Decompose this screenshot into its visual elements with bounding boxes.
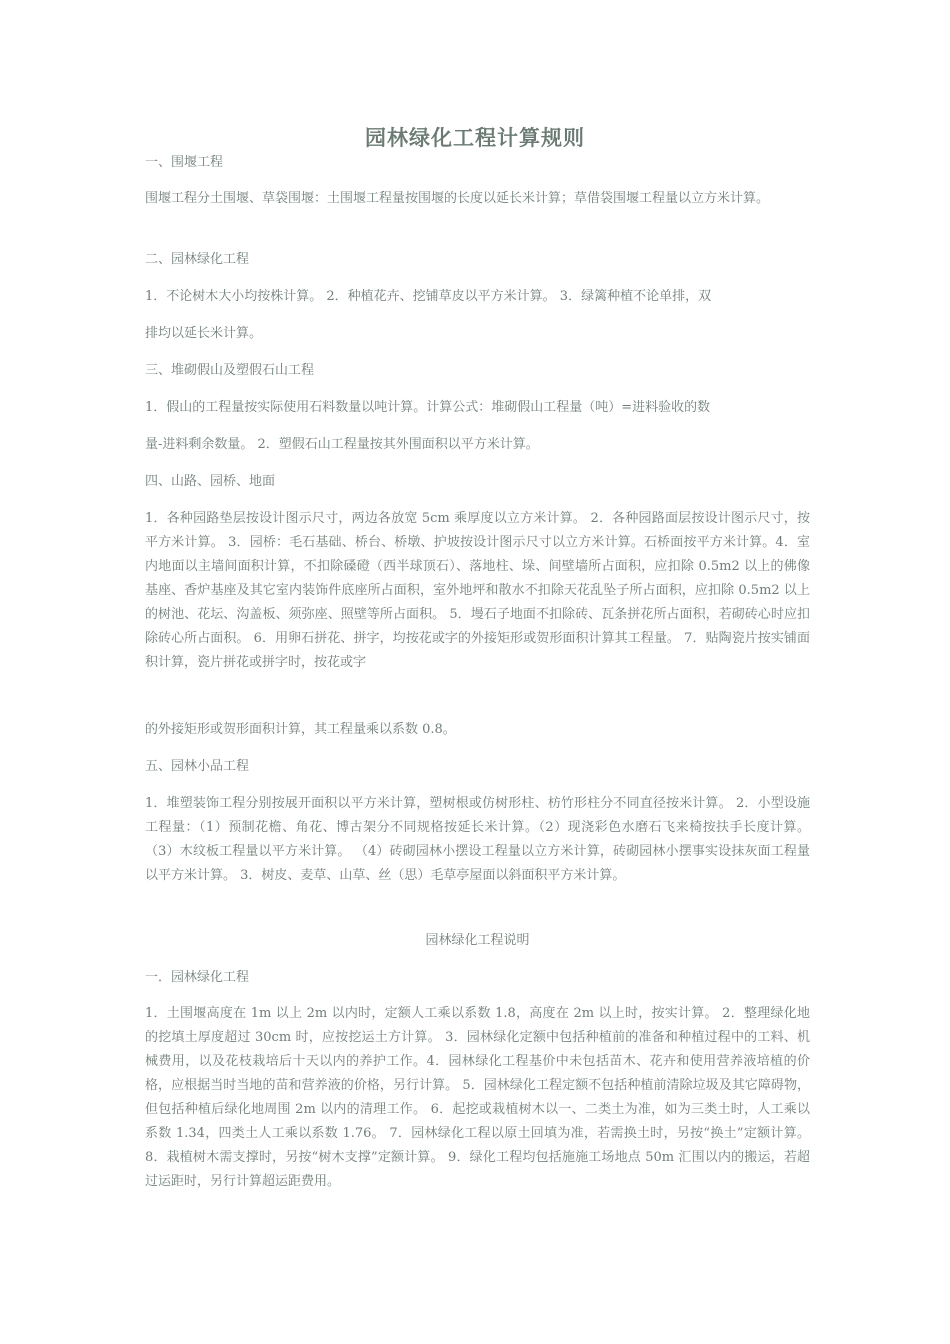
- paragraph-greening-line1: 1．不论树木大小均按株计算。 2．种植花卉、挖铺草皮以平方米计算。 3．绿篱种植不论单排，双: [145, 289, 712, 304]
- section-subtitle: 园林绿化工程说明: [425, 933, 530, 948]
- paragraph-greening-line2: 排均以延长米计算。: [145, 326, 263, 341]
- document-title: 园林绿化工程计算规则: [365, 126, 585, 150]
- heading-greening: 二、园林绿化工程: [145, 252, 250, 267]
- heading-rockery: 三、堆砌假山及塑假石山工程: [145, 363, 315, 378]
- heading-cofferdam: 一、围堰工程: [145, 155, 224, 170]
- heading-garden-features: 五、园林小品工程: [145, 759, 250, 774]
- paragraph-greening-notes: 1．土围堰高度在 1m 以上 2m 以内时，定额人工乘以系数 1.8，高度在 2m 以上时，按实计算。 2．整理绿化地的挖填土厚度超过 30cm 时，应按挖运土方计算。 3．园林绿化定额中包括种植前的准备和种植过程中的工料、机械费用，以及花枝栽培后十天以内的养护工作。4．园林绿化工程基价中未包括苗木、花卉和使用营养液培植的价格，应根据当时当地的苗和营养液的价格，另行计算。 5．园林绿化工程定额不包括种植前清除垃圾及其它障碍物，但包括种植后绿化地周围 2m 以内的清理工作。 6．起挖或栽植树木以一、二类土为准，如为三类土时，人工乘以系数 1.34，四类土人工乘以系数 1.76。 7．园林绿化工程以原土回填为准，若需换土时，另按“换土”定额计算。 8．栽植树木需支撑时，另按“树木支撑”定额计算。 9．绿化工程均包括施施工场地点 50m 汇围以内的搬运，若超过运距时，另行计算超运距费用。: [145, 1006, 810, 1189]
- heading-paths-bridges: 四、山路、园桥、地面: [145, 474, 276, 489]
- paragraph-garden-features: 1．堆塑装饰工程分别按展开面积以平方米计算，塑树根或仿树形柱、枋竹形柱分不同直径按米计算。 2．小型设施工程量：（1）预制花檐、角花、博古架分不同规格按延长米计算。（2）现浇彩色水磨石飞来椅按扶手长度计算。 （3）木纹板工程量以平方米计算。 （4）砖砌园林小摆设工程量以立方米计算，砖砌园林小摆事实设抹灰面工程量以平方米计算。 3．树皮、麦草、山草、丝（思）毛草亭屋面以斜面积平方米计算。: [145, 796, 810, 883]
- paragraph-paths-bridges: 1．各种园路垫层按设计图示尺寸，两边各放宽 5cm 乘厚度以立方米计算。 2．各种园路面层按设计图示尺寸，按平方米计算。 3．园桥：毛石基础、桥台、桥墩、护坡按设计图示尺寸以立方米计算。石桥面按平方米计算。4．室内地面以主墙间面积计算，不扣除磉磴（西半球顶石）、落地柱、垛、间壁墙所占面积，应扣除 0.5m2 以上的佛像基座、香炉基座及其它室内装饰件底座所占面积，室外地坪和散水不扣除天花乱坠子所占面积，应扣除 0.5m2 以上的树池、花坛、沟盖板、须弥座、照壁等所占面积。 5．墁石子地面不扣除砖、瓦条拼花所占面积，若砌砖心时应扣除砖心所占面积。 6．用卵石拼花、拼字，均按花或字的外接矩形或贺形面积计算其工程量。 7．贴陶瓷片按实铺面积计算，瓷片拼花或拼字时，按花或字: [145, 511, 810, 670]
- paragraph-cofferdam: 围堰工程分土围堰、草袋围堰：土围堰工程量按围堰的长度以延长米计算；草借袋围堰工程量以立方米计算。: [145, 191, 770, 206]
- heading-greening-notes: 一．园林绿化工程: [145, 970, 250, 985]
- paragraph-rockery-line2: 量-进料剩余数量。 2．塑假石山工程量按其外围面积以平方米计算。: [145, 437, 539, 452]
- paragraph-paths-bridges-tail: 的外接矩形或贺形面积计算，其工程量乘以系数 0.8。: [145, 722, 456, 737]
- paragraph-rockery-line1: 1．假山的工程量按实际使用石料数量以吨计算。计算公式：堆砌假山工程量（吨）=进料验收的数: [145, 400, 711, 415]
